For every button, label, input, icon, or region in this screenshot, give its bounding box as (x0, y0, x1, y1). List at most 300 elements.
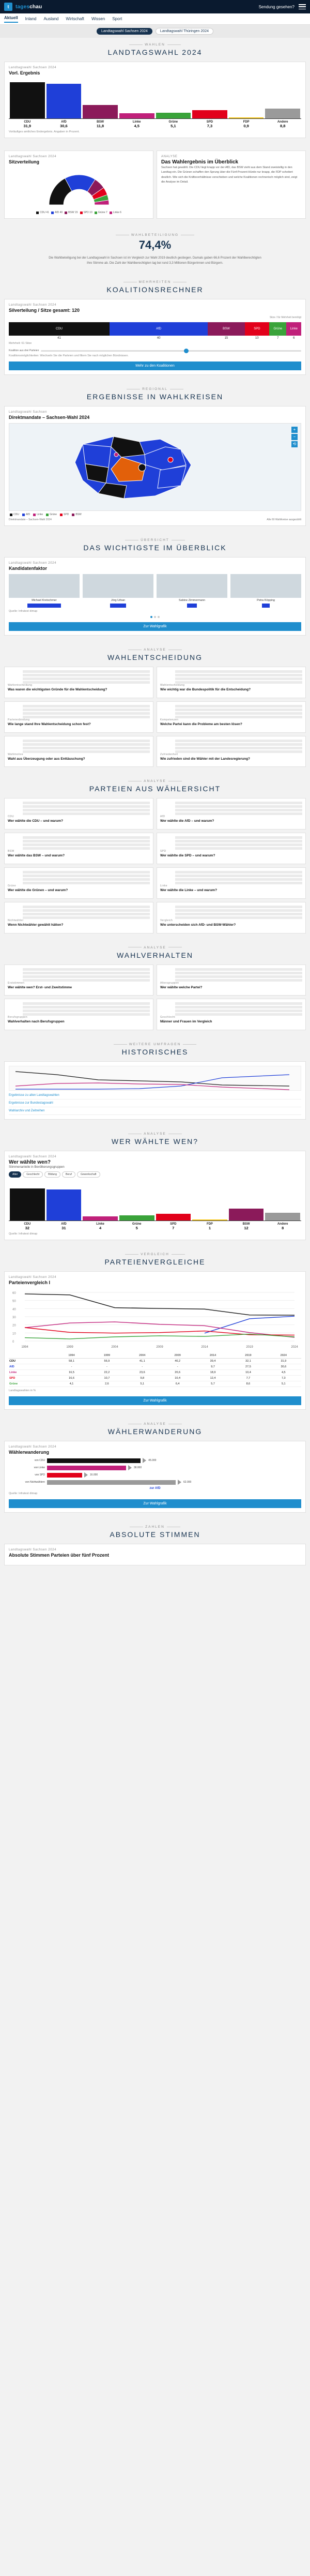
parties-tile[interactable] (157, 833, 306, 864)
tile-title: Wer wählte die CDU – und warum? (8, 819, 64, 823)
map-svg[interactable] (9, 424, 301, 511)
mini-bar-row (8, 1013, 150, 1016)
decision-kicker: ANALYSE (4, 648, 306, 652)
flow-source: von CDU (34, 1459, 45, 1463)
arrow-icon (143, 1458, 146, 1463)
tab-alter[interactable]: Alter (9, 1171, 21, 1178)
table-cell: 12,4 (195, 1376, 230, 1381)
coalition-seg-afd[interactable]: AfD (110, 322, 208, 336)
result-card (4, 62, 306, 138)
candidate-grid (9, 574, 301, 608)
decision-tile[interactable] (157, 667, 306, 698)
svg-text:1994: 1994 (21, 1346, 28, 1349)
mini-bar-row (160, 882, 302, 884)
mini-bar-track (23, 1013, 150, 1016)
mini-bar-row (160, 916, 302, 919)
map-reset-button[interactable]: ⟲ (291, 441, 298, 447)
table-row (9, 1381, 301, 1387)
coalition-seg-cdu[interactable]: CDU (9, 322, 110, 336)
tile-kicker: Wahlentscheidung (8, 684, 33, 687)
table-cell: 7,7 (230, 1376, 266, 1381)
parties-tile[interactable] (157, 867, 306, 899)
decision-tile[interactable] (4, 667, 153, 698)
table-header: 2024 (266, 1353, 301, 1359)
decision-tile[interactable] (4, 701, 153, 733)
seats-donut-chart (40, 168, 118, 209)
table-cell: 6,4 (160, 1381, 195, 1387)
candidate-card[interactable] (9, 574, 80, 608)
top-bar-right (259, 4, 306, 9)
coalition-seg-bsw[interactable]: BSW (208, 322, 244, 336)
seats-legend-grüne: Grüne 7 (95, 211, 107, 214)
table-row (9, 1359, 301, 1364)
migration-card-kicker: Landtagswahl Sachsen 2024 (9, 1445, 57, 1449)
mini-bar-row (160, 743, 302, 746)
tile-chart (8, 836, 150, 850)
mini-bar-track (175, 716, 302, 718)
mini-bar-track (23, 716, 150, 718)
mini-bar-track (23, 916, 150, 919)
districts-card-title: Direktmandate – Sachsen-Wahl 2024 (9, 415, 90, 420)
brand-accent: tages (16, 4, 30, 10)
result-card-title: Vorl. Ergebnis (9, 70, 40, 76)
mini-bar-track (23, 812, 150, 815)
mini-bar-row (160, 750, 302, 753)
carousel-dots[interactable] (9, 616, 301, 618)
map-zoom-out-button[interactable]: − (291, 434, 298, 440)
mini-bar-track (175, 871, 302, 873)
result-section-title: LANDTAGSWAHL 2024 (107, 48, 203, 56)
coalition-hint: Sitze / für Mehrheit benötigt (269, 316, 301, 320)
table-header (9, 1353, 54, 1359)
mini-bar-row (8, 878, 150, 881)
mini-bar-row (8, 840, 150, 842)
flow-bar (47, 1458, 141, 1463)
tile-title: Wenn Nichtwähler gewählt hätten? (8, 923, 64, 927)
result-kicker: WAHLEN (4, 43, 306, 47)
mini-bar-row (160, 968, 302, 971)
nav-item-0[interactable]: Aktuell (4, 16, 18, 23)
seats-kicker: Landtagswahl Sachsen 2024 (9, 155, 57, 158)
history-sparkline-svg (9, 1066, 301, 1091)
whovoted-tabs[interactable] (9, 1171, 301, 1178)
mini-bar-row (160, 909, 302, 912)
mini-bar-track (23, 740, 150, 742)
absolute-card (4, 1544, 306, 1565)
tile-chart (8, 906, 150, 919)
mini-bar-track (23, 972, 150, 974)
mini-bar-track (23, 743, 150, 746)
whovoted-bar-spd (156, 1181, 191, 1221)
mini-bar-row (8, 882, 150, 884)
mini-bar-row (160, 809, 302, 811)
coalition-kicker: MEHRHEITEN (4, 280, 306, 284)
table-cell: 9,7 (195, 1364, 230, 1370)
svg-text:1999: 1999 (66, 1346, 73, 1349)
svg-text:50: 50 (12, 1300, 16, 1303)
map-legend-bsw: BSW (72, 513, 81, 516)
whovoted-label-bsw: BSW 12 (242, 1223, 250, 1231)
parties-tile[interactable] (4, 798, 153, 830)
menu-label[interactable]: Sendung gesehen? (258, 4, 295, 9)
section-turnout (0, 226, 310, 275)
decision-tile[interactable] (4, 736, 153, 767)
table-cell: 22,2 (89, 1370, 125, 1376)
mini-bar-track (23, 1006, 150, 1008)
district-map[interactable] (9, 423, 301, 511)
section-migration (0, 1417, 310, 1520)
seats-legend-cdu: CDU 41 (36, 211, 49, 214)
result-footnote: Vorläufiges amtliches Endergebnis. Angaben in Prozent. (9, 130, 80, 133)
behaviour-tile[interactable] (157, 999, 306, 1030)
section-seats (0, 145, 310, 226)
map-controls[interactable] (291, 427, 298, 447)
candidate-name: Petra Köpping (257, 599, 275, 602)
mini-bar-row (160, 913, 302, 915)
nav-item-3[interactable]: Wirtschaft (66, 17, 84, 21)
mini-bar-track (175, 674, 302, 676)
mini-bar-track (23, 836, 150, 839)
history-link[interactable]: Wahlarchiv und Zeitreihen (9, 1109, 301, 1115)
svg-text:2009: 2009 (156, 1346, 163, 1349)
tile-chart (160, 740, 302, 753)
tile-title: Männer und Frauen im Vergleich (160, 1020, 212, 1024)
mini-bar-track (23, 705, 150, 707)
table-cell: 56,9 (89, 1359, 125, 1364)
table-header: 1994 (54, 1353, 89, 1359)
mini-bar-track (23, 802, 150, 804)
mini-bar-row (8, 809, 150, 811)
mini-bar-row (8, 871, 150, 873)
whovoted-card-title: Wer wählte wen? (9, 1159, 51, 1166)
mini-bar-track (175, 913, 302, 915)
table-cell: 7,3 (266, 1376, 301, 1381)
result-label-andere: Andere 8,8 (277, 120, 288, 128)
top-bar (0, 0, 310, 13)
tile-chart (160, 906, 302, 919)
migration-flow (9, 1480, 301, 1485)
behaviour-section-title: WAHLVERHALTEN (117, 951, 193, 959)
table-cell: - (89, 1364, 125, 1370)
history-link[interactable]: Ergebnisse zu allen Landtagswahlen (9, 1094, 301, 1099)
avatar (9, 574, 80, 598)
tab-beruf[interactable]: Beruf (62, 1171, 75, 1178)
mini-bar-track (175, 836, 302, 839)
mini-bar-row (160, 740, 302, 742)
mini-bar-row (160, 906, 302, 908)
table-row-label: AfD (9, 1364, 54, 1370)
mini-bar-row (8, 812, 150, 815)
mini-bar-row (8, 906, 150, 908)
mini-bar-track (175, 747, 302, 749)
map-footer-left: Direktmandate – Sachsen-Wahl 2024 (9, 518, 52, 522)
nav-item-2[interactable]: Ausland (43, 17, 59, 21)
migration-target-label: zur AfD (149, 1487, 161, 1490)
analysis-kicker: ANALYSE (161, 155, 178, 158)
compare-button[interactable]: Zur Wahlgrafik (9, 1396, 301, 1405)
tile-title: Was waren die wichtigsten Gründe für die Wahlentscheidung? (8, 688, 107, 692)
table-cell: 4,5 (266, 1370, 301, 1376)
tile-chart (160, 836, 302, 850)
mini-bar-row (160, 972, 302, 974)
mini-bar-track (175, 878, 302, 881)
coalition-seats-cdu: 41 (57, 337, 61, 340)
decision-tile[interactable] (157, 701, 306, 733)
nav-item-5[interactable]: Sport (112, 17, 122, 21)
mini-bar-row (8, 670, 150, 673)
behaviour-tile[interactable] (4, 965, 153, 996)
mini-bar-row (8, 909, 150, 912)
overview-card-kicker: Landtagswahl Sachsen 2024 (9, 562, 57, 565)
mini-bar-track (175, 847, 302, 850)
section-history (0, 1037, 310, 1127)
parties-tile[interactable] (4, 867, 153, 899)
candidate-card[interactable] (83, 574, 153, 608)
table-cell: 20,6 (160, 1370, 195, 1376)
districts-card (4, 406, 306, 526)
carousel-dot-1[interactable] (150, 616, 152, 618)
flow-value: 62.000 (183, 1481, 192, 1484)
coalition-card-kicker: Landtagswahl Sachsen 2024 (9, 304, 57, 307)
history-card (4, 1061, 306, 1120)
mini-bar-track (175, 705, 302, 707)
coalition-seats-bsw: 15 (224, 337, 228, 340)
section-absolute (0, 1520, 310, 1573)
breadcrumb-sachsen[interactable]: Landtagswahl Sachsen 2024 (97, 28, 152, 35)
mini-bar-row (160, 677, 302, 680)
candidate-name: Jörg Urban (111, 599, 126, 602)
result-bar-labels (9, 119, 301, 128)
table-header: 2009 (160, 1353, 195, 1359)
svg-text:0: 0 (12, 1340, 14, 1344)
coalition-seg-spd[interactable]: SPD (245, 322, 270, 336)
mini-bar-row (160, 1006, 302, 1008)
whovoted-bar-fdp (192, 1181, 227, 1221)
mini-bar-row (160, 747, 302, 749)
result-bar-linke (119, 79, 154, 118)
table-row-label: Grüne (9, 1381, 54, 1387)
mini-bar-track (23, 681, 150, 684)
seats-legend-spd: SPD 10 (80, 211, 92, 214)
table-header: 2004 (125, 1353, 160, 1359)
menu-icon[interactable] (299, 4, 306, 9)
coalition-button[interactable]: Mehr zu den Koalitionen (9, 361, 301, 370)
seats-legend (36, 211, 121, 214)
mini-bar-row (160, 975, 302, 978)
table-cell: 5,1 (266, 1381, 301, 1387)
map-zoom-in-button[interactable]: + (291, 427, 298, 433)
nav-item-1[interactable]: Inland (25, 17, 37, 21)
mini-bar-track (23, 878, 150, 881)
history-sparkline (9, 1066, 301, 1091)
coalition-slider-track[interactable] (41, 350, 301, 352)
mini-bar-row (8, 972, 150, 974)
districts-section-title: ERGEBNISSE IN WAHLKREISEN (86, 393, 224, 401)
tile-chart (160, 670, 302, 684)
compare-series-cdu (25, 1294, 295, 1315)
mini-bar-row (8, 975, 150, 978)
mini-bar-row (8, 875, 150, 877)
map-footer-right: Alle 60 Wahlkreise ausgezählt (267, 518, 301, 522)
tile-kicker: Nichtwähler (8, 918, 24, 922)
carousel-dot-3[interactable] (158, 616, 160, 618)
map-legend-grüne: Grüne (46, 513, 57, 516)
table-row (9, 1364, 301, 1370)
table-cell: 58,1 (54, 1359, 89, 1364)
coalition-seat-bar[interactable] (9, 322, 301, 336)
coalition-seg-grüne[interactable]: Grüne (269, 322, 286, 336)
result-label-linke: Linke 4,5 (132, 120, 141, 128)
breadcrumb (0, 25, 310, 38)
arrow-icon (84, 1472, 88, 1478)
migration-section-title: WÄHLERWANDERUNG (107, 1427, 203, 1436)
mini-bar-track (23, 979, 150, 982)
result-label-fdp: FDP 0,9 (243, 120, 250, 128)
tile-title: Wer wählte das BSW – und warum? (8, 854, 65, 858)
result-label-spd: SPD 7,3 (206, 120, 213, 128)
svg-text:60: 60 (12, 1292, 16, 1295)
candidate-card[interactable] (230, 574, 301, 608)
migration-flows (9, 1458, 301, 1485)
migration-flow (9, 1465, 301, 1470)
mini-bar-row (8, 836, 150, 839)
parties-tile[interactable] (157, 902, 306, 933)
tile-chart (8, 871, 150, 884)
section-coalition (0, 275, 310, 382)
mini-bar-row (160, 979, 302, 982)
mini-bar-row (8, 750, 150, 753)
result-label-grüne: Grüne 5,1 (168, 120, 178, 128)
whovoted-bar-cdu (10, 1181, 45, 1221)
tile-title: Wer wählte die AfD – und warum? (160, 819, 214, 823)
absolute-kicker: ZAHLEN (4, 1525, 306, 1529)
behaviour-tile[interactable] (157, 965, 306, 996)
parties-tile[interactable] (4, 902, 153, 933)
tab-gewerkschaft[interactable]: Gewerkschaft (77, 1171, 100, 1178)
table-cell: 16,6 (54, 1376, 89, 1381)
table-cell: 4,1 (54, 1381, 89, 1387)
table-cell: 8,6 (230, 1381, 266, 1387)
mini-bar-row (160, 1013, 302, 1016)
mini-bar-track (23, 1010, 150, 1012)
overview-card (4, 557, 306, 636)
section-decision (0, 643, 310, 774)
mini-bar-track (23, 805, 150, 808)
compare-card-title: Parteienvergleich I (9, 1280, 51, 1286)
mini-bar-track (23, 709, 150, 711)
candidate-name: Michael Kretschmer (32, 599, 57, 602)
whovoted-bar-andere (265, 1181, 300, 1221)
carousel-dot-2[interactable] (154, 616, 156, 618)
behaviour-tile[interactable] (4, 999, 153, 1030)
tile-title: Wer wählte welche Partei? (160, 985, 203, 989)
mini-bar-track (23, 712, 150, 715)
migration-source: Quelle: Infratest dimap (9, 1492, 38, 1496)
mini-bar-track (175, 916, 302, 919)
mini-bar-track (175, 681, 302, 684)
coalition-card-title: Silverteilung / Sitze gesamt: 120 (9, 308, 80, 313)
mini-bar-track (23, 670, 150, 673)
svg-text:2014: 2014 (201, 1346, 208, 1349)
mini-bar-row (8, 712, 150, 715)
flow-value: 16.000 (89, 1473, 98, 1477)
coalition-seats-afd: 40 (157, 337, 161, 340)
svg-text:10: 10 (12, 1332, 16, 1336)
migration-button[interactable]: Zur Wahlgrafik (9, 1499, 301, 1508)
result-bar-afd (47, 79, 82, 118)
table-cell: - (160, 1364, 195, 1370)
overview-section-title: DAS WICHTIGSTE IM ÜBERBLICK (83, 544, 227, 552)
analysis-title: Das Wahlergebnis im Überblick (161, 159, 239, 165)
mini-bar-row (8, 705, 150, 707)
coalition-seg-linke[interactable]: Linke (286, 322, 301, 336)
whovoted-bar-afd (47, 1181, 82, 1221)
tile-kicker: Geschlecht (160, 1016, 176, 1019)
table-cell: 10,4 (230, 1370, 266, 1376)
decision-tile[interactable] (157, 736, 306, 767)
breadcrumb-thueringen[interactable]: Landtagswahl Thüringen 2024 (156, 28, 213, 35)
table-row-label: CDU (9, 1359, 54, 1364)
main-nav (0, 13, 310, 25)
table-cell: 10,4 (160, 1376, 195, 1381)
whovoted-card-sub: Stimmenanteile in Bevölkerungsgruppen (9, 1166, 65, 1169)
result-bar-andere (265, 79, 300, 118)
result-label-cdu: CDU 31,9 (23, 120, 32, 128)
table-cell: 5,1 (125, 1381, 160, 1387)
tile-chart (160, 705, 302, 718)
whovoted-label-spd: SPD 7 (170, 1223, 177, 1231)
compare-card-kicker: Landtagswahl Sachsen 2024 (9, 1276, 57, 1279)
history-link[interactable]: Ergebnisse zur Bundestagswahl (9, 1102, 301, 1107)
overview-card-title: Kandidatenfaktor (9, 566, 48, 571)
tile-chart (8, 968, 150, 982)
parties-tile[interactable] (4, 833, 153, 864)
overview-button[interactable]: Zur Wahlgrafik (9, 622, 301, 631)
coalition-slider-knob[interactable] (184, 349, 189, 353)
parties-tile[interactable] (157, 798, 306, 830)
mini-bar-track (23, 840, 150, 842)
tile-kicker: Linke (160, 884, 167, 888)
candidate-card[interactable] (157, 574, 227, 608)
whovoted-bar-chart (9, 1181, 301, 1221)
mini-bar-track (23, 871, 150, 873)
mini-bar-row (160, 705, 302, 707)
brand-name[interactable] (16, 4, 42, 10)
mini-bar-track (23, 906, 150, 908)
map-legend-afd: AfD (22, 513, 30, 516)
mini-bar-track (23, 909, 150, 912)
mini-bar-row (8, 677, 150, 680)
svg-text:20: 20 (12, 1324, 16, 1328)
nav-item-4[interactable]: Wissen (91, 17, 105, 21)
mini-bar-row (160, 878, 302, 881)
coalition-slider[interactable] (9, 349, 301, 352)
tab-bildung[interactable]: Bildung (44, 1171, 60, 1178)
table-cell: 39,4 (195, 1359, 230, 1364)
migration-kicker: ANALYSE (4, 1422, 306, 1426)
mini-bar-track (23, 875, 150, 877)
mini-bar-row (160, 871, 302, 873)
compare-table-body (9, 1359, 301, 1387)
history-links[interactable] (9, 1094, 301, 1115)
mini-bar-row (160, 875, 302, 877)
mini-bar-track (175, 677, 302, 680)
tab-geschlecht[interactable]: Geschlecht (23, 1171, 43, 1178)
mini-bar-row (8, 916, 150, 919)
coalition-seats-linke: 6 (293, 337, 295, 340)
mini-bar-track (175, 906, 302, 908)
mini-bar-track (175, 712, 302, 715)
